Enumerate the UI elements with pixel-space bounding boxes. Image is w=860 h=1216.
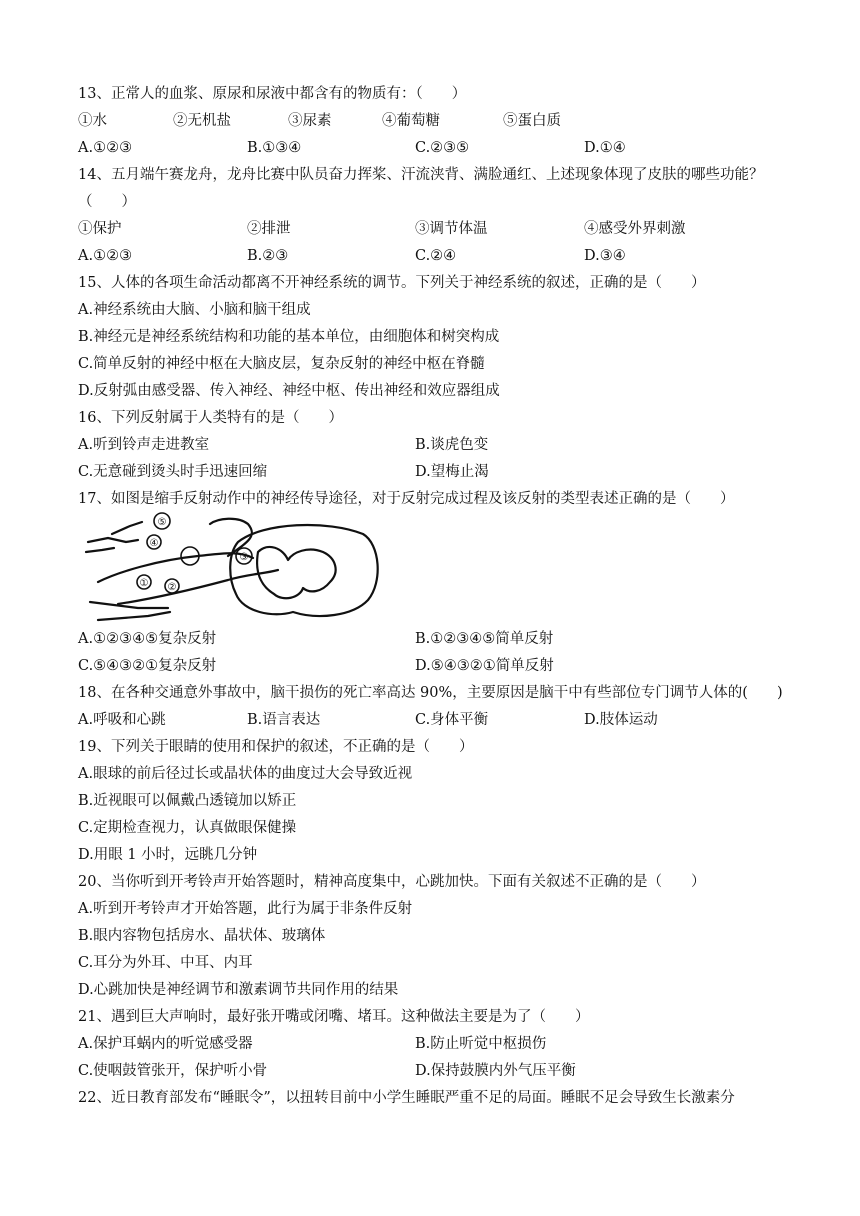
q21-option-b: B.防止听觉中枢损伤 (415, 1036, 547, 1052)
q13-item: ③尿素 (288, 113, 332, 129)
q17-option-b: B.①②③④⑤简单反射 (415, 631, 554, 647)
fingers-lower (86, 548, 114, 552)
q13-option-d: D.①④ (584, 140, 626, 156)
q14-option-c: C.②④ (415, 248, 457, 264)
stimulus-needle (112, 522, 142, 534)
spinal-cord-outline (230, 525, 377, 616)
q19-stem: 19、下列关于眼睛的使用和保护的叙述，不正确的是（ ） (78, 739, 474, 755)
q14-item: ①保护 (78, 221, 122, 237)
q14-option-d: D.③④ (584, 248, 626, 264)
q14-option-b: B.②③ (247, 248, 289, 264)
q14-stem-cont: （ ） (78, 194, 136, 210)
q13-item: ④葡萄糖 (382, 113, 440, 129)
q13-option-a: A.①②③ (78, 140, 133, 156)
q21-option-d: D.保持鼓膜内外气压平衡 (415, 1063, 576, 1079)
q18-option-c: C.身体平衡 (415, 712, 489, 728)
q16-option-c: C.无意碰到烫头时手迅速回缩 (78, 464, 268, 480)
reflex-arc-figure (78, 512, 380, 624)
q15-option-a: A.神经系统由大脑、小脑和脑干组成 (78, 302, 311, 318)
q13-item: ①水 (78, 113, 107, 129)
figure-label-1: ① (139, 578, 149, 589)
q16-option-a: A.听到铃声走进教室 (78, 437, 210, 453)
q14-option-a: A.①②③ (78, 248, 133, 264)
q14-stem: 14、五月端午赛龙舟，龙舟比赛中队员奋力挥桨、汗流浃背、满脸通红、上述现象体现了皮肤的哪些功能？ (78, 167, 764, 183)
q14-item: ②排泄 (247, 221, 291, 237)
figure-label-4: ④ (149, 538, 159, 549)
q17-option-d: D.⑤④③②①简单反射 (415, 658, 554, 674)
q16-stem: 16、下列反射属于人类特有的是（ ） (78, 410, 343, 426)
q20-stem: 20、当你听到开考铃声开始答题时，精神高度集中，心跳加快。下面有关叙述不正确的是（ ） (78, 874, 706, 890)
q14-item: ④感受外界刺激 (584, 221, 686, 237)
q18-option-a: A.呼吸和心跳 (78, 712, 166, 728)
figure-label-3: ③ (239, 552, 249, 563)
q20-option-a: A.听到开考铃声才开始答题，此行为属于非条件反射 (78, 901, 413, 917)
q17-option-a: A.①②③④⑤复杂反射 (78, 631, 217, 647)
q15-option-b: B.神经元是神经系统结构和功能的基本单位，由细胞体和树突构成 (78, 329, 500, 345)
q15-stem: 15、人体的各项生命活动都离不开神经系统的调节。下列关于神经系统的叙述，正确的是（ ） (78, 275, 706, 291)
q19-option-d: D.用眼 1 小时，远眺几分钟 (78, 847, 258, 863)
q19-option-a: A.眼球的前后径过长或晶状体的曲度过大会导致近视 (78, 766, 413, 782)
q15-option-d: D.反射弧由感受器、传入神经、神经中枢、传出神经和效应器组成 (78, 383, 500, 399)
arm-bottom (98, 612, 170, 620)
q13-stem: 13、正常人的血浆、原尿和尿液中都含有的物质有：（ ） (78, 86, 467, 102)
q17-option-c: C.⑤④③②①复杂反射 (78, 658, 217, 674)
q17-stem: 17、如图是缩手反射动作中的神经传导途径，对于反射完成过程及该反射的类型表述正确的是（ ） (78, 491, 735, 507)
q14-item: ③调节体温 (415, 221, 488, 237)
q16-option-d: D.望梅止渴 (415, 464, 489, 480)
q18-stem: 18、在各种交通意外事故中，脑干损伤的死亡率高达 90%，主要原因是脑干中有些部位专门调节人体的( ) (78, 685, 783, 701)
q13-item: ②无机盐 (173, 113, 231, 129)
fingers (88, 538, 138, 542)
q19-option-b: B.近视眼可以佩戴凸透镜加以矫正 (78, 793, 297, 809)
figure-label-5: ⑤ (157, 517, 167, 528)
q21-option-c: C.使咽鼓管张开，保护听小骨 (78, 1063, 268, 1079)
q21-option-a: A.保护耳蜗内的听觉感受器 (78, 1036, 253, 1052)
q13-item: ⑤蛋白质 (503, 113, 561, 129)
q13-option-b: B.①③④ (247, 140, 302, 156)
figure-label-2: ② (167, 582, 177, 593)
q13-option-c: C.②③⑤ (415, 140, 470, 156)
q21-stem: 21、遇到巨大声响时，最好张开嘴或闭嘴、堵耳。这种做法主要是为了（ ） (78, 1009, 590, 1025)
q20-option-b: B.眼内容物包括房水、晶状体、玻璃体 (78, 928, 326, 944)
q20-option-d: D.心跳加快是神经调节和激素调节共同作用的结果 (78, 982, 399, 998)
q19-option-c: C.定期检查视力，认真做眼保健操 (78, 820, 297, 836)
q15-option-c: C.简单反射的神经中枢在大脑皮层，复杂反射的神经中枢在脊髓 (78, 356, 485, 372)
q22-stem: 22、近日教育部发布“睡眠令”，以扭转目前中小学生睡眠严重不足的局面。睡眠不足会导致生长激素分 (78, 1090, 735, 1106)
q18-option-d: D.肢体运动 (584, 712, 658, 728)
q20-option-c: C.耳分为外耳、中耳、内耳 (78, 955, 253, 971)
q16-option-b: B.谈虎色变 (415, 437, 489, 453)
q18-option-b: B.语言表达 (247, 712, 321, 728)
